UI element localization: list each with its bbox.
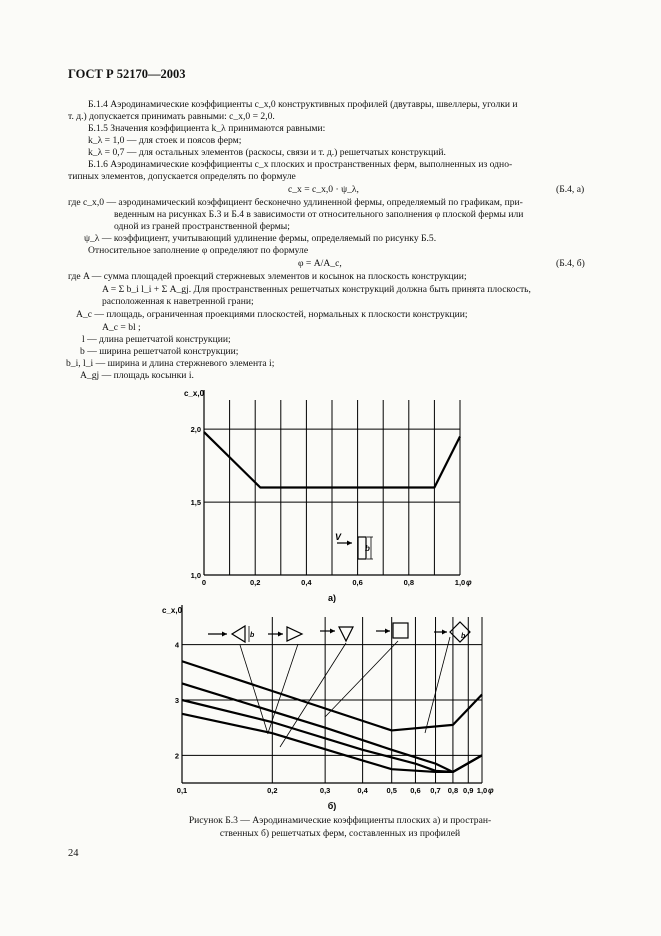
text-line: расположенная к наветренной грани; — [102, 296, 254, 307]
inset-label-v: V — [335, 532, 342, 542]
text-line: т. д.) допускается принимать равными: c_x,0 = 2,0. — [68, 111, 275, 122]
caption-line: Рисунок Б.3 — Аэродинамические коэффициенты плоских а) и простран- — [188, 815, 492, 826]
x-tick-label: 0,9 — [463, 786, 474, 795]
text-line: Б.1.5 Значения коэффициента k_λ принимаются равными: — [88, 123, 326, 134]
inset-label-b: b — [365, 544, 370, 553]
x-tick-label: 0,8 — [447, 786, 459, 795]
equation-number: (Б.4, б) — [556, 258, 585, 269]
y-axis-label: c_x,0 — [162, 606, 183, 615]
y-tick-label: 4 — [174, 640, 179, 650]
chart-a — [170, 390, 480, 610]
x-tick-label: 0,3 — [319, 786, 331, 795]
text-line: Б.1.6 Аэродинамические коэффициенты c_x плоских и пространственных ферм, выполненных из одно- — [88, 159, 513, 170]
page-number: 24 — [68, 848, 79, 859]
x-axis-label: φ — [488, 786, 494, 795]
inset-label-b1: b — [250, 632, 255, 639]
formula: c_x = c_x,0 · ψ_λ, — [288, 184, 359, 195]
series-line — [182, 683, 482, 772]
text-line: Относительное заполнение φ определяют по формуле — [88, 245, 309, 256]
x-tick-label: 0,2 — [267, 786, 278, 795]
text-line: типных элементов, допускается определять по формуле — [68, 171, 296, 182]
x-tick-label: 0,6 — [410, 786, 421, 795]
series-line — [182, 661, 482, 730]
y-tick-label: 1,0 — [190, 571, 201, 580]
x-tick-label: 0 — [201, 578, 207, 587]
formula: φ = A/A_c, — [298, 258, 342, 269]
text-line: l — длина решетчатой конструкции; — [82, 334, 231, 345]
text-line: где A — сумма площадей проекций стержневых элементов и косынок на плоскость конструкции; — [68, 271, 467, 282]
x-tick-label: 1,0 — [454, 578, 466, 587]
caption-line: ственных б) решетчатых ферм, составленных из профилей — [219, 827, 461, 839]
x-tick-label: 0,4 — [357, 786, 368, 795]
x-tick-label: 0,6 — [352, 578, 363, 587]
x-tick-label: 0,2 — [249, 578, 261, 587]
x-tick-label: 0,8 — [403, 578, 415, 587]
text-line: b_i, l_i — ширина и длина стержневого элемента i; — [66, 358, 275, 369]
panel-label: а) — [327, 593, 337, 603]
figure-caption — [150, 815, 530, 840]
x-axis-label: φ — [466, 578, 472, 587]
text-line: A_gj — площадь косынки i. — [80, 370, 194, 381]
text-line: A_c — площадь, ограниченная проекциями плоскостей, нормальных к плоскости конструкции; — [76, 309, 468, 320]
text-line: где c_x,0 — аэродинамический коэффициент бесконечно удлиненной фермы, определяемый по графикам, при- — [68, 197, 523, 208]
text-line: веденным на рисунках Б.3 и Б.4 в зависимости от относительного заполнения φ плоской фермы или — [114, 209, 524, 220]
chart-b — [150, 605, 500, 815]
text-line: ψ_λ — коэффициент, учитывающий удлинение фермы, определяемый по рисунку Б.5. — [84, 233, 437, 244]
y-tick-label: 1,5 — [190, 498, 201, 508]
text-line: k_λ = 1,0 — для стоек и поясов ферм; — [88, 135, 242, 146]
x-tick-label: 1,0 — [476, 786, 488, 795]
y-tick-label: 3 — [174, 696, 179, 705]
panel-label: б) — [327, 801, 337, 811]
inset-label-b2: b — [461, 633, 466, 640]
y-tick-label: 2 — [174, 751, 179, 761]
text-line: A_c = bl ; — [102, 322, 141, 333]
equation-number: (Б.4, а) — [556, 184, 585, 195]
text-line: A = Σ b_i l_i + Σ A_gj. Для пространственных решетчатых конструкций должна быть принята плоскость, — [102, 284, 531, 295]
y-tick-label: 2,0 — [190, 425, 201, 435]
text-line: k_λ = 0,7 — для остальных элементов (раскосы, связи и т. д.) решетчатых конструкций. — [88, 147, 446, 158]
text-line: Б.1.4 Аэродинамические коэффициенты c_x,0 конструктивных профилей (двутавры, швеллеры, уголки и — [88, 99, 518, 110]
x-tick-label: 0,1 — [176, 786, 188, 795]
x-tick-label: 0,4 — [301, 578, 312, 587]
text-line: одной из граней пространственной фермы; — [114, 221, 290, 232]
text-line: b — ширина решетчатой конструкции; — [80, 346, 239, 357]
page-header: ГОСТ Р 52170—2003 — [68, 67, 186, 81]
inset-diagram-a — [335, 532, 373, 559]
x-tick-label: 0,5 — [386, 786, 397, 795]
x-tick-label: 0,7 — [430, 786, 441, 795]
y-axis-label: c_x,0 — [184, 390, 205, 398]
